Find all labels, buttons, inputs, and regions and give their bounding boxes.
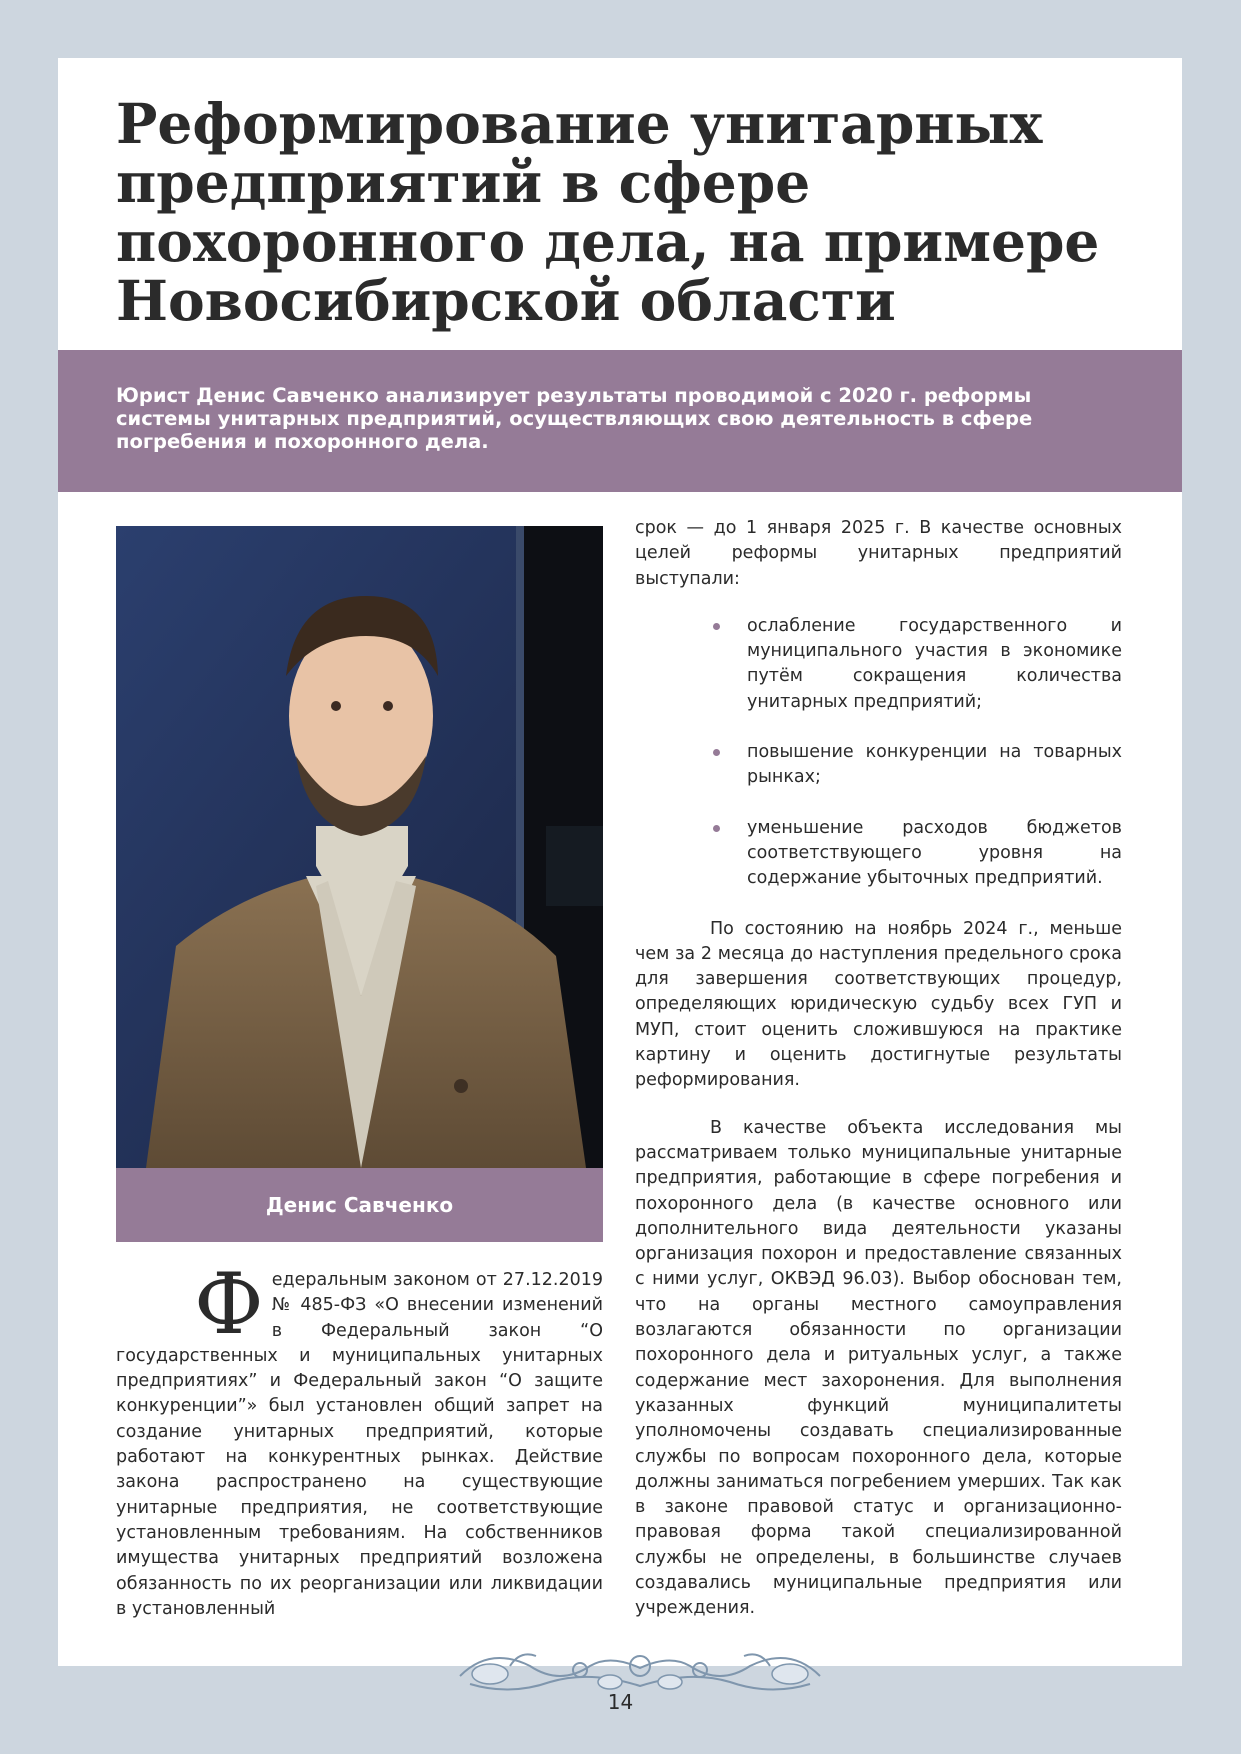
list-item: повышение конкуренции на товарных рынках; [747, 740, 1122, 791]
reform-goals-list [635, 614, 1122, 892]
intro-paragraph [116, 1255, 603, 1622]
author-portrait-illustration [116, 526, 603, 1168]
page [58, 58, 1182, 1666]
drop-cap: Ф [194, 1255, 264, 1353]
left-column [116, 1255, 603, 1622]
lead-band [58, 350, 1182, 492]
page-number: 14 [607, 1690, 634, 1714]
paragraph: В качестве объекта исследования мы рассматриваем только муниципальные унитарные предприятия, работающие в сфере погребения и похоронного дела (в качестве основного или дополнительного вида деятельности указаны организация похорон и предоставление связанных с ними услуг, ОКВЭД 96.03). Выбор обоснован тем, что на органы местного самоуправления возлагаются обязанности по организации похоронного дела и ритуальных услуг, а также содержание мест захоронения. Для выполнения указанных функций муниципалитеты уполномочены создавать специализированные службы по вопросам похоронного дела, которые должны заниматься погребением умерших. Так как в законе правовой статус и организационно-правовая форма такой специализированной службы не определены, в большинстве случаев создавались муниципальные предприятия или учреждения. [635, 1117, 1122, 1619]
intro-text: едеральным законом от 27.12.2019 № 485-ФЗ «О внесении изменений в Федеральный закон “О государственных и муниципальных унитарных предприятиях” и Федеральный закон “О защите конкуренции”» был установлен общий запрет на создание унитарных предприятий, которые работают на конкурентных рынках. Действие закона распространено на существующие унитарные предприятия, не соответствующие установленным требованиям. На собственников имущества унитарных предприятий возложена обязанность по их реорганизации или ликвидации в установленный [116, 1270, 603, 1619]
list-item: уменьшение расходов бюджетов соответствующего уровня на содержание убыточных предприятий. [747, 816, 1122, 892]
list-item: ослабление государственного и муниципального участия в экономике путём сокращения количества унитарных предприятий; [747, 614, 1122, 715]
paragraph: По состоянию на ноябрь 2024 г., меньше чем за 2 месяца до наступления предельного срока для завершения соответствующих процедур, определяющих юридическую судьбу всех ГУП и МУП, стоит оценить сложившуюся на практике картину и оценить достигнутые результаты реформирования. [635, 918, 1122, 1091]
article-lead: Юрист Денис Савченко анализирует результаты проводимой с 2020 г. реформы системы унитарных предприятий, осуществляющих свою деятельность в сфере погребения и похоронного дела. [116, 384, 1033, 453]
article-title: Реформирование унитарных предприятий в сфере похоронного дела, на примере Новосибирской области [116, 91, 1100, 333]
right-column [635, 516, 1122, 1622]
author-photo [116, 526, 603, 1168]
photo-caption: Денис Савченко [116, 1168, 603, 1242]
continuation-text: срок — до 1 января 2025 г. В качестве основных целей реформы унитарных предприятий выступали: [635, 518, 1122, 589]
